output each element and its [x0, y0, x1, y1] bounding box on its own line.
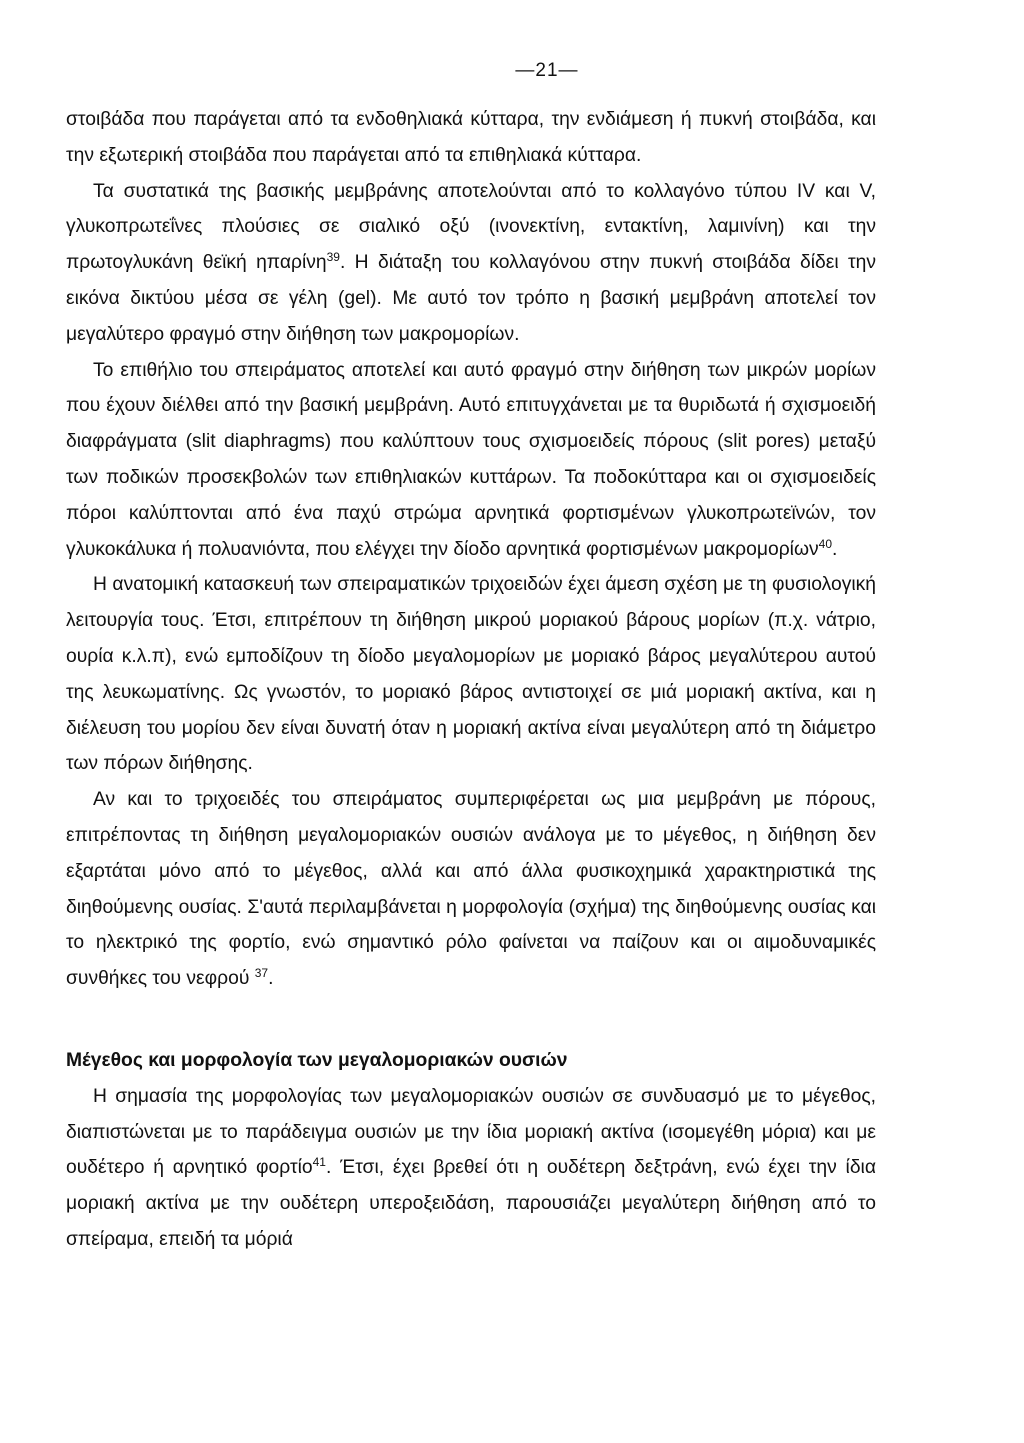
paragraph-text-continued: . — [268, 968, 274, 990]
paragraph-text: Αν και το τριχοειδές του σπειράματος συμπεριφέρεται ως μια μεμβράνη με πόρους, επιτρέποντας τη διήθηση μεγαλομοριακών ουσιών ανάλογα με το μέγεθος, η διήθηση δεν εξαρτάται μόνο από το μέγεθος, αλλά και από άλλα φυσικοχημικά χαρακτηριστικά της διηθούμενης ουσίας. Σ'αυτά περιλαμβάνεται η μορφολογία (σχήμα) της διηθούμενης ουσίας και το ηλεκτρικό της φορτίο, ενώ σημαντικό ρόλο φαίνεται να παίζουν και οι αιμοδυναμικές συνθήκες του νεφρού — [66, 789, 876, 990]
paragraph-4 — [66, 567, 876, 782]
paragraph-text-continued: . Η διάταξη του κολλαγόνου στην πυκνή στοιβάδα δίδει την εικόνα δικτύου μέσα σε γέλη (gel). Με αυτό τον τρόπο η βασική μεμβράνη αποτελεί τον μεγαλύτερο φραγμό στην διήθηση των μακρομορίων. — [66, 252, 876, 345]
paragraph-2 — [66, 174, 876, 353]
paragraph-text-continued: . Έτσι, έχει βρεθεί ότι η ουδέτερη δεξτράνη, ενώ έχει την ίδια μοριακή ακτίνα με την ουδέτερη υπεροξειδάση, παρουσιάζει μεγαλύτερη διήθηση από το σπείραμα, επειδή τα μόριά — [66, 1157, 876, 1250]
paragraph-text: Το επιθήλιο του σπειράματος αποτελεί και αυτό φραγμό στην διήθηση των μικρών μορίων που έχουν διέλθει από την βασική μεμβράνη. Αυτό επιτυγχάνεται με τα θυριδωτά ή σχισμοειδή διαφράγματα (slit diaphragms) που καλύπτουν τους σχισμοειδείς πόρους (slit pores) μεταξύ των ποδικών προσεκβολών των επιθηλιακών κυττάρων. Τα ποδοκύτταρα και οι σχισμοειδείς πόροι καλύπτονται από ένα παχύ στρώμα αρνητικά φορτισμένων γλυκοπρωτεϊνών, τον γλυκοκάλυκα ή πολυανιόντα, που ελέγχει την δίοδο αρνητικά φορτισμένων μακρομορίων — [66, 359, 876, 560]
footnote-ref: 37 — [254, 966, 269, 981]
document-body — [66, 102, 876, 1258]
paragraph-3 — [66, 353, 876, 568]
page-number: —21— — [515, 60, 579, 81]
paragraph-text: Η ανατομική κατασκευή των σπειραματικών τριχοειδών έχει άμεση σχέση με τη φυσιολογική λειτουργία τους. Έτσι, επιτρέπουν τη διήθηση μικρού μοριακού βάρους μορίων (π.χ. νάτριο, ουρία κ.λ.π), ενώ εμποδίζουν τη δίοδο μεγαλομορίων με μοριακό βάρος μεγαλύτερου αυτού της λευκωματίνης. Ως γνωστόν, το μοριακό βάρος αντιστοιχεί σε μιά μοριακή ακτίνα, και η διέλευση του μορίου δεν είναι δυνατή όταν η μοριακή ακτίνα είναι μεγαλύτερη από τη διάμετρο των πόρων διήθησης. — [66, 574, 876, 775]
section-paragraph — [66, 1079, 876, 1258]
footnote-ref: 40 — [818, 536, 833, 551]
section-heading: Μέγεθος και μορφολογία των μεγαλομοριακών ουσιών — [66, 1049, 568, 1071]
footnote-ref: 41 — [312, 1155, 326, 1170]
paragraph-text: στοιβάδα που παράγεται από τα ενδοθηλιακά κύτταρα, την ενδιάμεση ή πυκνή στοιβάδα, και την εξωτερική στοιβάδα που παράγεται από τα επιθηλιακά κύτταρα. — [66, 109, 876, 166]
footnote-ref: 39 — [326, 250, 340, 265]
paragraph-text-continued: . — [832, 538, 838, 560]
paragraph-5 — [66, 782, 876, 997]
paragraph-1 — [66, 102, 876, 174]
paragraph-text: Η σημασία της μορφολογίας των μεγαλομοριακών ουσιών σε συνδυασμό με το μέγεθος, διαπιστώνεται με το παράδειγμα ουσιών με την ίδια μοριακή ακτίνα (ισομεγέθη μόρια) και με ουδέτερο ή αρνητικό φορτίο — [66, 1085, 876, 1179]
paragraph-text: Τα συστατικά της βασικής μεμβράνης αποτελούνται από το κολλαγόνο τύπου IV και V, γλυκοπρωτεΐνες πλούσιες σε σιαλικό οξύ (ινονεκτίνη, εντακτίνη, λαμινίνη) και την πρωτογλυκάνη θεϊκή ηπαρίνη — [66, 180, 876, 274]
